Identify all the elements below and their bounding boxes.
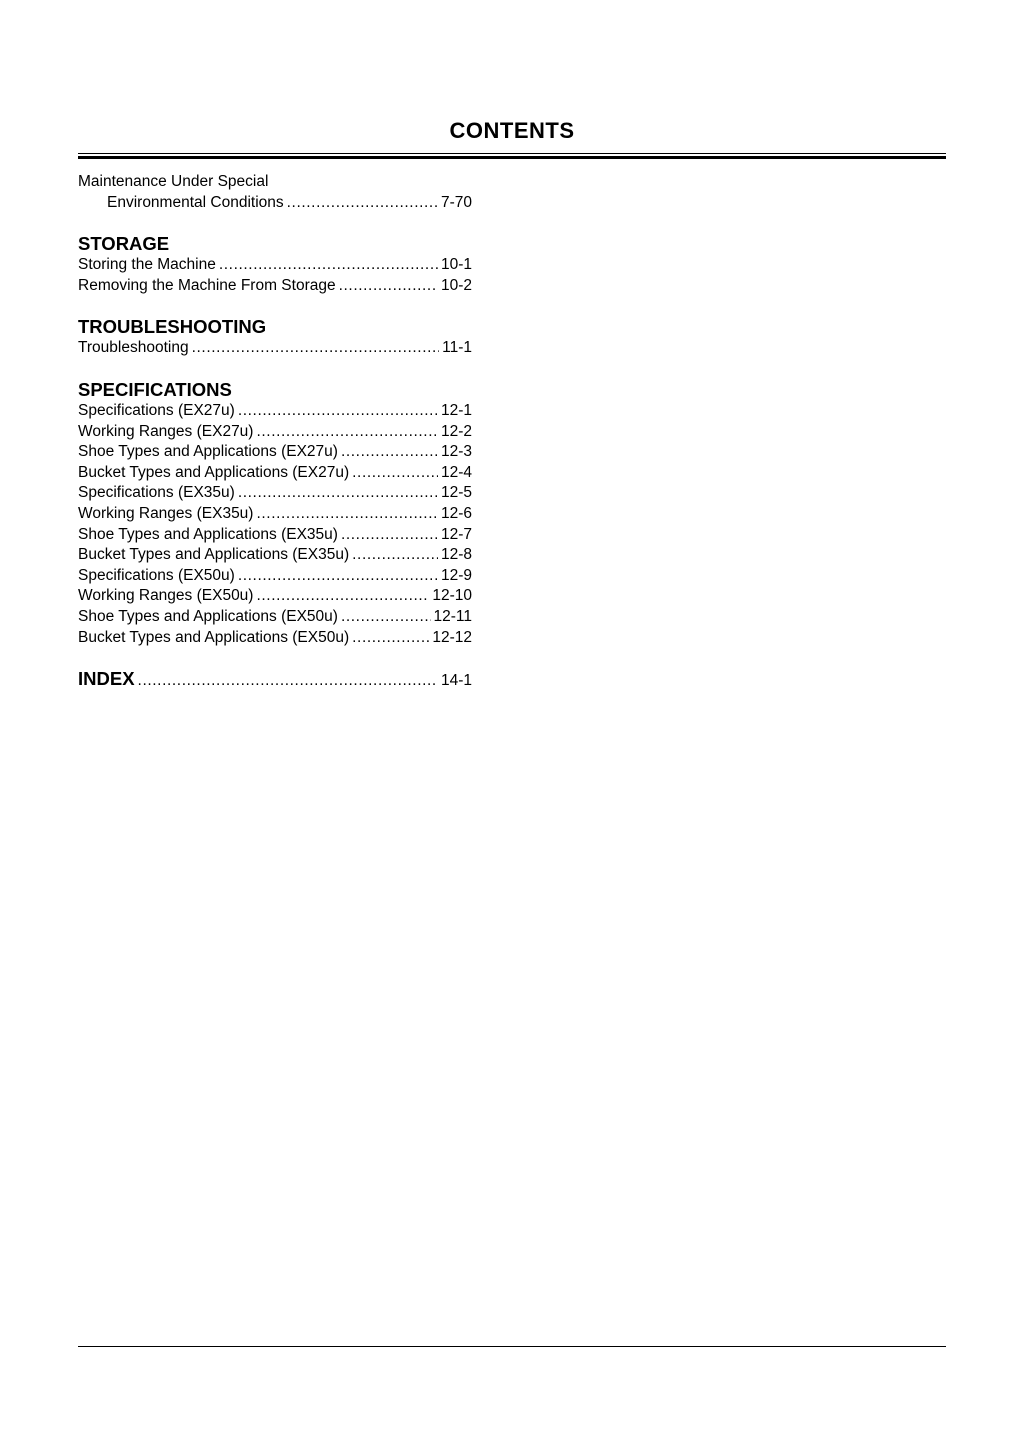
toc-entry-page: 7-70: [440, 193, 472, 211]
toc-entry-page: 12-6: [440, 504, 472, 522]
header-rule-thin: [78, 153, 946, 154]
toc-entry-label: Working Ranges (EX27u): [78, 422, 254, 440]
toc-entry-label: Shoe Types and Applications (EX27u): [78, 443, 338, 461]
toc-entry[interactable]: [78, 401, 472, 422]
toc-entry-page: 10-1: [440, 256, 472, 274]
dot-leader: [352, 628, 429, 649]
toc-entry-page: 12-8: [440, 546, 472, 564]
toc-entry[interactable]: [78, 442, 472, 463]
dot-leader: [341, 607, 431, 628]
header-rule-thick: [78, 156, 946, 159]
toc-entry-index[interactable]: [78, 668, 472, 690]
toc-entry-label: Removing the Machine From Storage: [78, 276, 336, 294]
toc-entry[interactable]: [78, 607, 472, 628]
toc-entry-label: Specifications (EX50u): [78, 566, 235, 584]
dot-leader: [339, 276, 438, 297]
toc-entry-page: 12-10: [432, 587, 472, 605]
toc-entry-label: Shoe Types and Applications (EX50u): [78, 607, 338, 625]
section-heading-specifications: SPECIFICATIONS: [78, 378, 232, 400]
dot-leader: [341, 525, 438, 546]
toc-entry-page: 12-3: [440, 443, 472, 461]
section-heading-storage: STORAGE: [78, 233, 170, 255]
footer-rule: [78, 1346, 946, 1347]
toc-entry[interactable]: [78, 422, 472, 443]
toc-entry-page: 12-5: [440, 484, 472, 502]
toc-entry-maintenance[interactable]: [78, 193, 472, 214]
toc-entry-page: 11-1: [442, 339, 472, 357]
toc-entry[interactable]: [78, 255, 472, 276]
toc-entry[interactable]: [78, 338, 472, 359]
toc-entry-label: Working Ranges (EX35u): [78, 504, 254, 522]
toc-entry-label: Troubleshooting: [78, 339, 189, 357]
dot-leader: [341, 442, 438, 463]
dot-leader: [238, 483, 438, 504]
section-heading-troubleshooting: TROUBLESHOOTING: [78, 316, 267, 338]
toc-entry[interactable]: [78, 545, 472, 566]
toc-entry-label: Specifications (EX27u): [78, 401, 235, 419]
dot-leader: [352, 545, 438, 566]
dot-leader: [219, 255, 438, 276]
toc-entry-page: 12-1: [440, 401, 472, 419]
dot-leader: [256, 504, 438, 525]
toc-entry-page: 12-4: [440, 463, 472, 481]
dot-leader: [238, 401, 438, 422]
toc-entry-label: Bucket Types and Applications (EX50u): [78, 628, 350, 646]
toc-entry[interactable]: [78, 566, 472, 587]
dot-leader: [256, 586, 429, 607]
toc-entry-page: 12-12: [432, 628, 472, 646]
toc-entry-page: 10-2: [440, 276, 472, 294]
toc-entry-label: Bucket Types and Applications (EX35u): [78, 546, 350, 564]
toc-entry-label: Shoe Types and Applications (EX35u): [78, 525, 338, 543]
dot-leader: [192, 338, 440, 359]
dot-leader: [287, 193, 438, 214]
toc-entry-label: Specifications (EX35u): [78, 484, 235, 502]
toc-entry[interactable]: [78, 525, 472, 546]
toc-entry[interactable]: [78, 276, 472, 297]
toc-entry-page: 12-7: [440, 525, 472, 543]
toc-entry-label: Storing the Machine: [78, 256, 216, 274]
toc-entry[interactable]: [78, 504, 472, 525]
toc-entry-page: 12-2: [440, 422, 472, 440]
table-of-contents: [78, 172, 472, 690]
toc-entry-page: 12-9: [440, 566, 472, 584]
toc-entry-label: Environmental Conditions: [107, 193, 284, 211]
page-title: CONTENTS: [449, 118, 575, 143]
toc-entry[interactable]: [78, 463, 472, 484]
toc-entry[interactable]: [78, 628, 472, 649]
toc-entry-page: 14-1: [440, 672, 472, 690]
toc-entry-page: 12-11: [433, 607, 472, 625]
dot-leader: [256, 422, 438, 443]
dot-leader: [238, 566, 438, 587]
section-heading-index: INDEX: [78, 668, 135, 690]
toc-entry[interactable]: [78, 483, 472, 504]
toc-entry-label: Working Ranges (EX50u): [78, 587, 254, 605]
toc-entry[interactable]: [78, 586, 472, 607]
toc-entry-label: Bucket Types and Applications (EX27u): [78, 463, 350, 481]
dot-leader: [138, 672, 438, 690]
toc-entry-maintenance-line1[interactable]: Maintenance Under Special: [78, 173, 269, 190]
dot-leader: [352, 463, 438, 484]
